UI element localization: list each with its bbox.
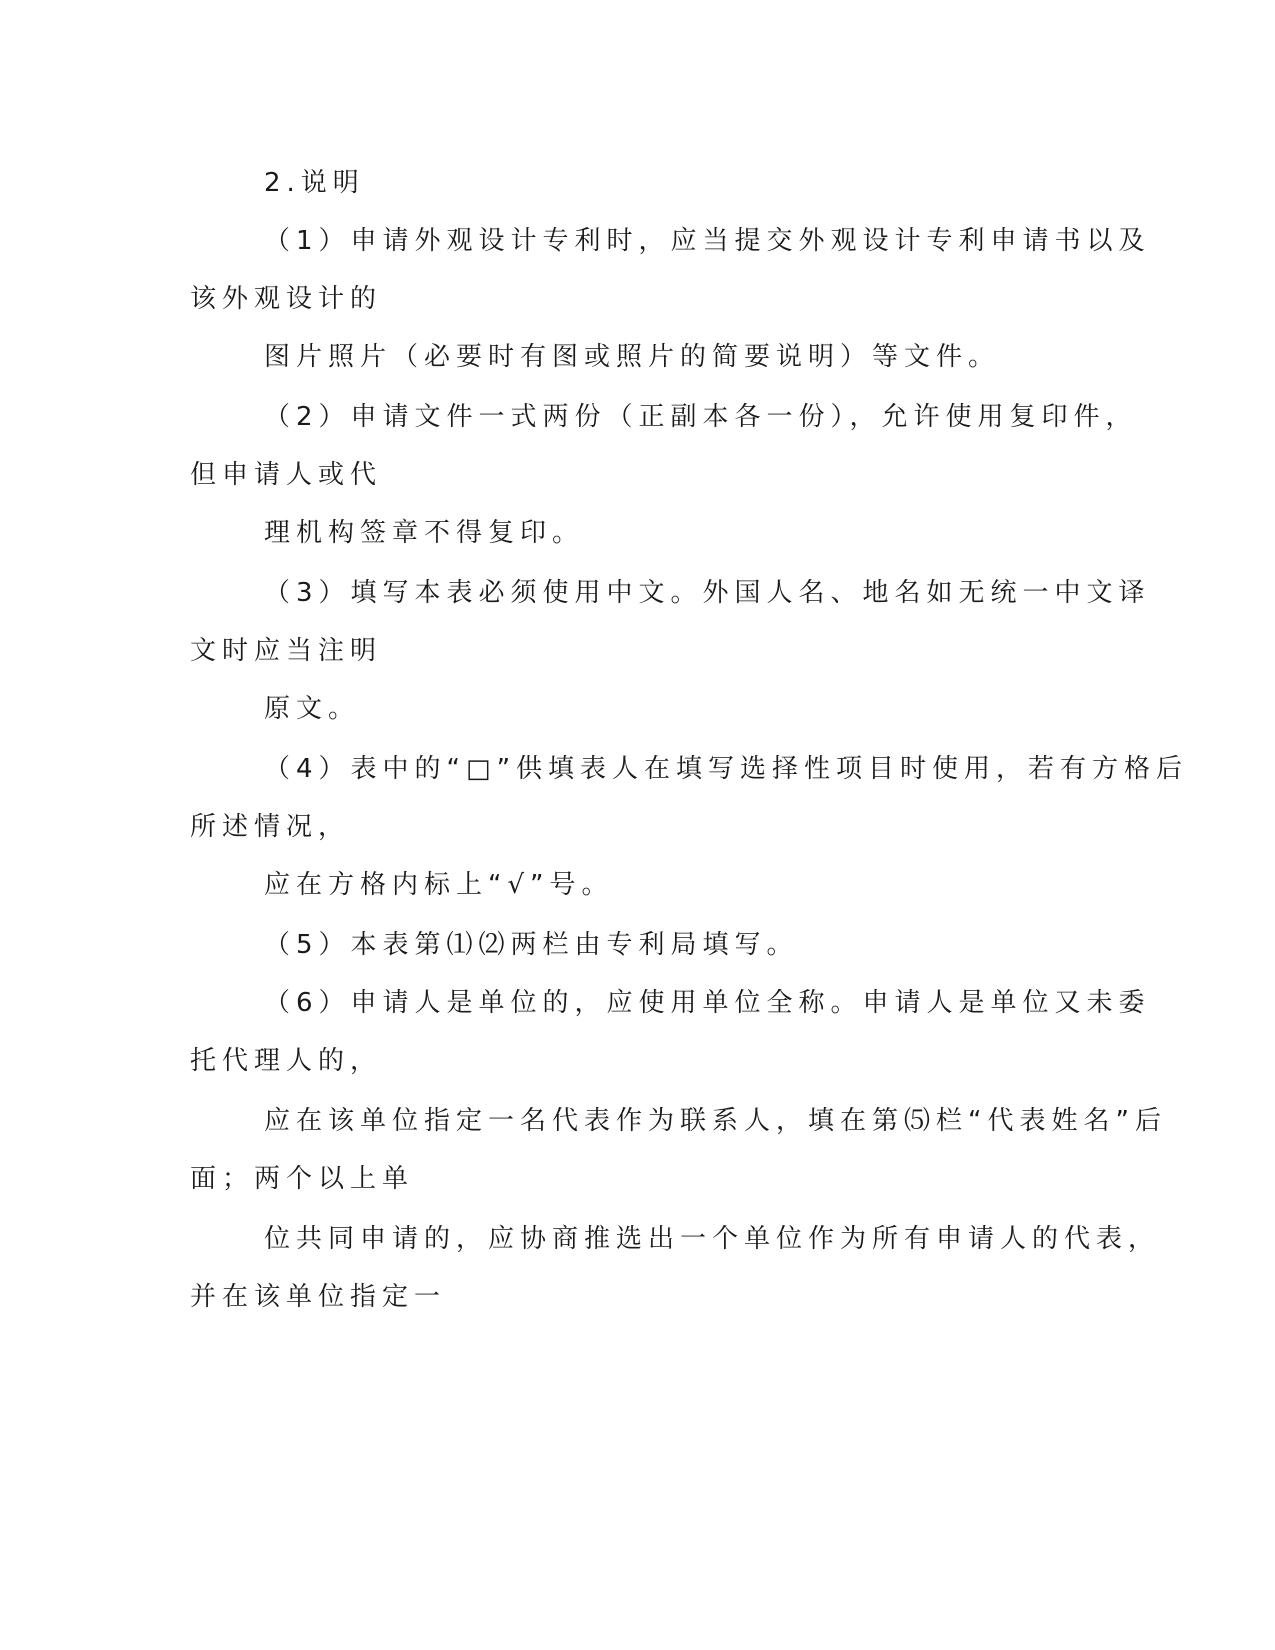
paragraph-line: 所述情况， (190, 812, 351, 842)
paragraph-line: （4）表中的“□”供填表人在填写选择性项目时使用，若有方格后 (264, 754, 1189, 784)
paragraph-line: （2）申请文件一式两份（正副本各一份），允许使用复印件， (264, 402, 1138, 432)
paragraph-line: 应在该单位指定一名代表作为联系人，填在第⑸栏“代表姓名”后 (264, 1106, 1167, 1136)
paragraph-line: 托代理人的， (190, 1046, 383, 1076)
paragraph-line: 但申请人或代 (190, 460, 383, 490)
paragraph-line: 原文。 (264, 694, 361, 724)
paragraph-line: 位共同申请的，应协商推选出一个单位作为所有申请人的代表， (264, 1224, 1161, 1254)
paragraph-line: 该外观设计的 (190, 284, 383, 314)
paragraph-line: 图片照片（必要时有图或照片的简要说明）等文件。 (264, 342, 1001, 372)
section-heading: 2.说明 (264, 168, 365, 198)
paragraph-line: 理机构签章不得复印。 (264, 518, 585, 548)
paragraph-line: （6）申请人是单位的，应使用单位全称。申请人是单位又未委 (264, 988, 1151, 1018)
paragraph-line: 文时应当注明 (190, 636, 383, 666)
paragraph-line: （3）填写本表必须使用中文。外国人名、地名如无统一中文译 (264, 578, 1151, 608)
paragraph-line: 应在方格内标上“√”号。 (264, 870, 614, 900)
paragraph-line: （5）本表第⑴⑵两栏由专利局填写。 (264, 930, 799, 960)
paragraph-line: （1）申请外观设计专利时，应当提交外观设计专利申请书以及 (264, 226, 1151, 256)
paragraph-line: 并在该单位指定一 (190, 1282, 447, 1312)
paragraph-line: 面；两个以上单 (190, 1164, 415, 1194)
